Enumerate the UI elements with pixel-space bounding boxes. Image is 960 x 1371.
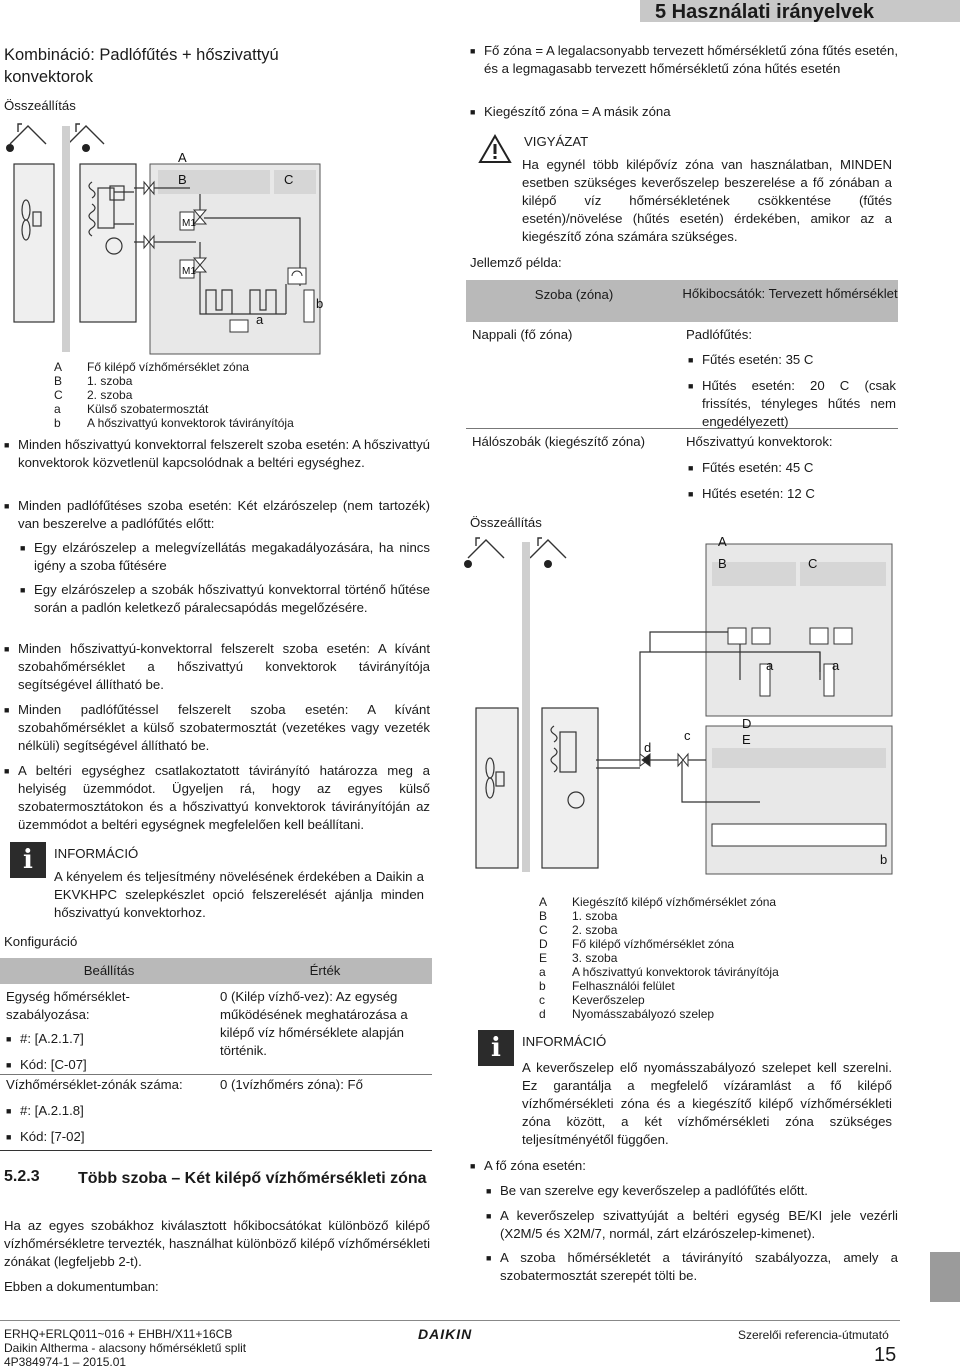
page-number: 15 [874, 1344, 897, 1366]
info-icon: i [10, 842, 46, 878]
main-zone-item: ■ A szoba hőmérsékletét a távirányító szabályozza, amely a szobatermosztát szerepét tölti be. [486, 1250, 898, 1283]
footer-rule [0, 1320, 900, 1321]
example-row1-item: ■ Fűtés esetén: 35 C [688, 352, 814, 367]
svg-text:a: a [766, 658, 774, 673]
assembly-label: Összeállítás [4, 98, 76, 113]
svg-text:b: b [880, 852, 888, 867]
example-row1-head: Padlófűtés: [686, 327, 752, 342]
outdoor-unit [14, 164, 54, 322]
svg-text:C: C [808, 556, 818, 571]
svg-text:A: A [718, 534, 727, 549]
section-paragraph: Ha az egyes szobákhoz kiválasztott hőkibocsátókat különböző kilépő vízhőmérsékletre tervezték, használhat különböző kilépő vízhőmérsékleti zónákat (legfeljebb 2-t). [4, 1218, 430, 1269]
combination-heading: Kombináció: Padlófűtés + hőszivattyú konvektorok [4, 46, 279, 86]
svg-text:M1: M1 [182, 218, 196, 229]
config-row2-item: ■ Kód: [7-02] [6, 1129, 85, 1144]
svg-text:D: D [742, 716, 752, 731]
main-zone-item: ■ Be van szerelve egy keverőszelep a padlófűtés előtt. [486, 1183, 808, 1198]
info-title: INFORMÁCIÓ [522, 1034, 607, 1049]
bullet-item: ■ Minden padlófűtéssel felszerelt szoba esetén: A kívánt szobahőmérséklet a külső szobatermosztát (vezetékes vagy vezeték nélküli) segítségével állítható be. [4, 702, 430, 753]
sub-bullet-item: ■ Egy elzárószelep a szobák hőszivattyú konvektorral történő hűtése során a padlón keletkező páralecsapódás megelőzésére. [20, 582, 430, 615]
svg-text:B: B [178, 172, 187, 187]
example-row2-head: Hőszivattyú konvektorok: [686, 434, 833, 449]
svg-text:a: a [256, 312, 264, 327]
info-text: A kényelem és teljesítmény növelésének érdekében a Daikin a EKVKHPC szelepkészlet opció felszerelését ajánlja minden hőszivattyú konvektorhoz. [54, 869, 424, 920]
example-col-emitters: Hőkibocsátók: Tervezett hőmérséklet [682, 286, 898, 301]
info-title: INFORMÁCIÓ [54, 846, 139, 861]
bullet-item: ■ Fő zóna = A legalacsonyabb tervezett hőmérsékletű zóna fűtés esetén, és a legmagasabb tervezett hőmérsékletű zóna hűtés esetén [470, 43, 898, 76]
config-row2-value: 0 (1vízhőmérs zóna): Fő [220, 1077, 363, 1092]
diagram-floor-heating-convectors [0, 118, 340, 358]
caution-title: VIGYÁZAT [524, 134, 589, 149]
bullet-item: ■ Kiegészítő zóna = A másik zóna [470, 104, 671, 119]
example-row2-item: ■ Fűtés esetén: 45 C [688, 460, 814, 475]
svg-text:B: B [718, 556, 727, 571]
config-col-setting: Beállítás [83, 963, 135, 978]
chapter-title: 5 Használati irányelvek [655, 1, 875, 23]
example-table [466, 280, 898, 524]
svg-text:b: b [316, 296, 324, 311]
main-zone-label: ■ A fő zóna esetén: [470, 1158, 586, 1173]
footer-product: Daikin Altherma - alacsony hőmérsékletű split [4, 1341, 247, 1355]
main-zone-item: ■ A keverőszelep szivattyúját a beltéri egység BE/KI jele vezérli (X2M/5 és X2M/7, normál, zárt elzárószelep-kimenet). [486, 1208, 898, 1241]
footer-model: ERHQ+ERLQ011~016 + EHBH/X11+16CB [4, 1327, 233, 1341]
svg-text:a: a [832, 658, 840, 673]
config-col-value: Érték [309, 963, 341, 978]
svg-text:A: A [178, 150, 187, 165]
example-row2-item: ■ Hűtés esetén: 12 C [688, 486, 815, 501]
section-doc-label: Ebben a dokumentumban: [4, 1279, 159, 1294]
side-tab [930, 1252, 960, 1302]
bullet-item: ■ Minden hőszivattyú-konvektorral felszerelt szoba esetén: A kívánt szobahőmérséklet a hőszivattyú konvektorok távirányítója segítségével állítható be. [4, 641, 430, 692]
footer-guide: Szerelői referencia-útmutató [738, 1328, 889, 1342]
sub-bullet-item: ■ Egy elzárószelep a melegvízellátás megakadályozására, ha nincs igény a szoba fűtésére [20, 540, 430, 573]
config-row2-setting: Vízhőmérséklet-zónák száma: [6, 1077, 183, 1092]
diagram-two-zones [460, 532, 900, 880]
assembly-label: Összeállítás [470, 515, 542, 530]
svg-text:M1: M1 [182, 266, 196, 277]
bullet-item: ■ Minden hőszivattyú konvektorral felszerelt szoba esetén: A hőszivattyú konvektorok közvetlenül kapcsolódnak a beltéri egységhez. [4, 437, 430, 470]
config-row1-item: ■ #: [A.2.1.7] [6, 1031, 84, 1046]
example-row1-item: ■ Hűtés esetén: 20 C (csak frissítés, tényleges hűtés nem engedélyezett) [688, 378, 896, 429]
example-col-room: Szoba (zóna) [534, 287, 614, 302]
footer-docnum: 4P384974-1 – 2015.01 [4, 1355, 127, 1369]
section-title: Több szoba – Két kilépő vízhőmérsékleti zóna [78, 1170, 427, 1187]
section-number: 5.2.3 [4, 1168, 40, 1185]
config-row1-item: ■ Kód: [C-07] [6, 1057, 87, 1072]
example-label: Jellemző példa: [470, 255, 562, 270]
config-label: Konfiguráció [4, 934, 78, 949]
house-icon [10, 126, 46, 144]
example-row1-room: Nappali (fő zóna) [472, 327, 573, 342]
brand-logo: DAIKIN [418, 1326, 473, 1342]
bullet-item: ■ Minden padlófűtéses szoba esetén: Két elzárószelep (nem tartozék) van beszerelve a padlófűtés előtt: [4, 498, 430, 531]
svg-text:d: d [644, 740, 652, 755]
info-icon: i [478, 1030, 514, 1066]
info-text: A keverőszelep elő nyomásszabályozó szelepet kell szerelni. Ez garantálja a megfelelő vízáramlást a fő kilépő vízhőmérsékleti zóna és a kiegészítő kilépő vízhőmérsékleti zóna között, a két vízhőmérsékleti zóna szükséges teljesítményétől függően. [522, 1060, 892, 1147]
warning-icon [478, 134, 512, 164]
svg-text:C: C [284, 172, 294, 187]
caution-text: Ha egynél több kilépővíz zóna van használatban, MINDEN esetben szükséges keverőszelep beszerelése a fő zónában a kilépő víz hőmérsékletének csökkentése (fűtés esetén)/növelése (hűtés esetén) érdekében, amikor az a kiegészítő zóna számára szükséges. [522, 157, 892, 244]
example-row2-room: Hálószobák (kiegészítő zóna) [472, 434, 645, 449]
config-row2-item: ■ #: [A.2.1.8] [6, 1103, 84, 1118]
svg-text:c: c [684, 728, 691, 743]
bullet-item: ■ A beltéri egységhez csatlakoztatott távirányító határozza meg a helyiség üzemmódot. Ügyeljen rá, hogy az egyes külső szobatermosztátokon és a hőszivattyú konvektorok távirányítóján az üzemmódot a beltéri egységnek megfelelően kell beállítani. [4, 763, 430, 832]
svg-text:E: E [742, 732, 751, 747]
config-row1-setting: Egység hőmérséklet-szabályozása: [6, 989, 130, 1022]
config-row1-value: 0 (Kilép vízhő-vez): Az egység működésének meghatározása a kilépő víz hőmérséklete alapján történik. [220, 989, 408, 1058]
